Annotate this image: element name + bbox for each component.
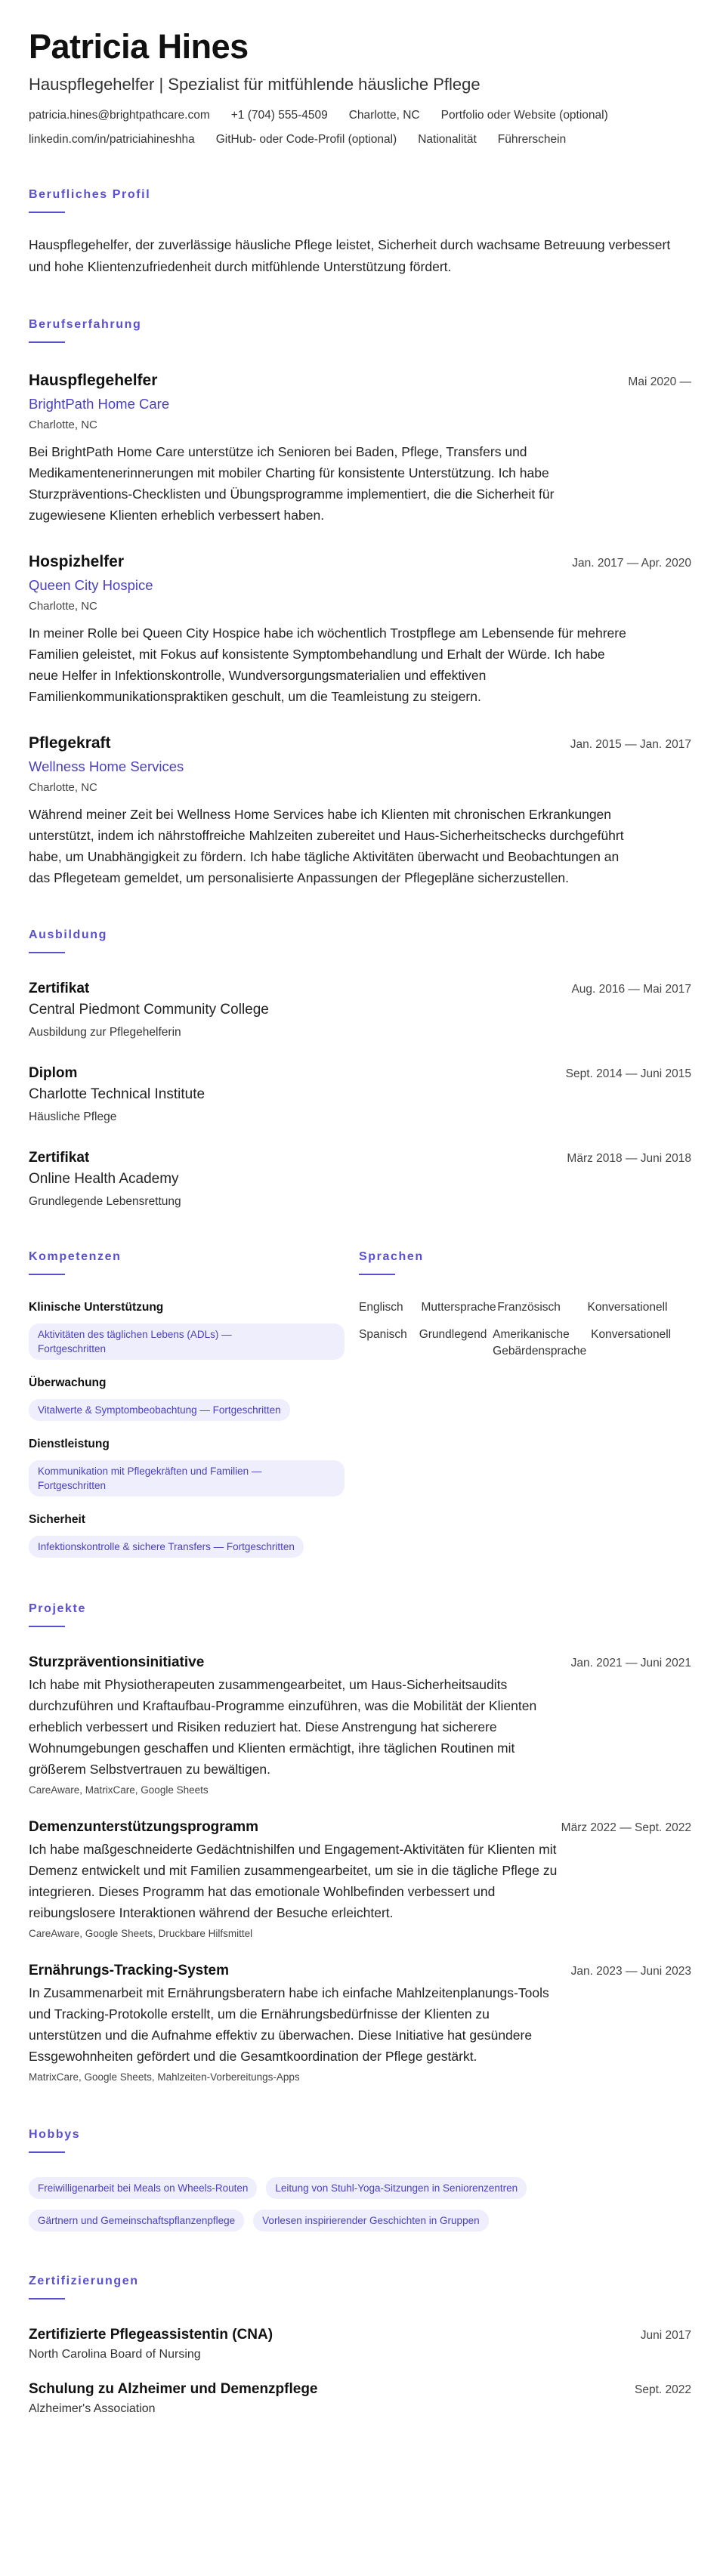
certification-issuer: Alzheimer's Association: [29, 2402, 156, 2415]
job-company[interactable]: BrightPath Home Care: [29, 396, 170, 412]
skill-pill-text: Vitalwerte & Symptombeobachtung — Fortgeschritten: [38, 1404, 281, 1416]
education-institution: Central Piedmont Community College: [29, 1002, 269, 1018]
skill-pill-text: Fortgeschritten: [38, 1343, 107, 1354]
hobby-list: [29, 2177, 678, 2232]
job-location: Charlotte, NC: [29, 419, 97, 431]
project-entry: [29, 1818, 691, 1941]
experience-entry: [29, 733, 691, 888]
language-name: Französisch: [497, 1301, 561, 1314]
job-location: Charlotte, NC: [29, 600, 97, 613]
certification-name: Zertifizierte Pflegeassistentin (CNA): [29, 2327, 273, 2343]
project-description: In Zusammenarbeit mit Ernährungsberatern habe ich einfache Mahlzeitenplanungs-Tools und Tracking-Protokolle erstellt, um die Ernährungsbedürfnisse der Klienten zu unterstützen und die Aufnahme effektiv zu überwachen. Diese Initiative hat gesündere Essgewohnheiten gefördert und die Gesamtkoordination der Pflege gestärkt.: [29, 1985, 549, 2064]
job-title: Hauspflegehelfer: [29, 372, 158, 389]
contact-linkedin[interactable]: linkedin.com/in/patriciahineshha: [29, 133, 195, 146]
section-divider: [29, 341, 65, 343]
skill-group: [29, 1375, 359, 1421]
language-name: Englisch: [359, 1301, 403, 1314]
section-title-certifications: Zertifizierungen: [29, 2275, 139, 2287]
education-entry: [29, 1064, 691, 1126]
education-dates: März 2018 — Juni 2018: [567, 1152, 691, 1165]
contact-github[interactable]: GitHub- oder Code-Profil (optional): [215, 133, 397, 146]
certification-entry: [29, 2380, 691, 2417]
job-title: Pflegekraft: [29, 734, 111, 752]
language-row: [359, 1327, 691, 1360]
hobby-pill: Freiwilligenarbeit bei Meals on Wheels-Routen: [29, 2177, 257, 2199]
job-dates: Jan. 2015 — Jan. 2017: [570, 738, 691, 751]
skill-pill: [29, 1536, 304, 1558]
job-dates: Mai 2020 —: [628, 375, 691, 388]
project-name: Sturzpräventionsinitiative: [29, 1654, 205, 1670]
certification-name: Schulung zu Alzheimer und Demenzpflege: [29, 2381, 318, 2397]
project-tools: CareAware, Google Sheets, Druckbare Hilfsmittel: [29, 1928, 253, 1939]
language-row: [359, 1299, 691, 1316]
job-title: Hospizhelfer: [29, 553, 125, 570]
section-divider: [359, 1274, 395, 1275]
hobbies-section: [29, 2127, 691, 2232]
project-dates: März 2022 — Sept. 2022: [561, 1821, 691, 1834]
education-degree: Zertifikat: [29, 981, 90, 996]
profile-section: [29, 187, 691, 278]
section-title-languages: Sprachen: [359, 1250, 424, 1263]
language-level: Muttersprache: [421, 1301, 496, 1314]
job-description: Bei BrightPath Home Care unterstütze ich Senioren bei Baden, Pflege, Transfers und Medikamentenerinnerungen mit mobiler Charting für konsistente Unterstützung. Ich habe Sturzpräventions-Checklisten und Übungsprogramme implementiert, die die Sicherheit für zugewiesene Klienten erheblich verbessert haben.: [29, 444, 555, 523]
skill-group: [29, 1299, 359, 1360]
project-entry: [29, 1653, 691, 1798]
project-name: Demenzunterstützungsprogramm: [29, 1819, 259, 1835]
education-institution: Charlotte Technical Institute: [29, 1086, 205, 1102]
job-dates: Jan. 2017 — Apr. 2020: [572, 557, 691, 570]
section-title-hobbies: Hobbys: [29, 2128, 81, 2141]
language-name: Spanisch: [359, 1328, 407, 1341]
skill-category: Sicherheit: [29, 1513, 85, 1526]
skills-section: [29, 1249, 359, 1558]
skill-pill: [29, 1324, 345, 1360]
hobby-pill: Gärtnern und Gemeinschaftspflanzenpflege: [29, 2210, 244, 2232]
education-dates: Sept. 2014 — Juni 2015: [565, 1067, 691, 1080]
project-dates: Jan. 2021 — Juni 2021: [570, 1657, 691, 1669]
language-level: Konversationell: [587, 1301, 668, 1314]
project-tools: CareAware, MatrixCare, Google Sheets: [29, 1784, 209, 1796]
project-name: Ernährungs-Tracking-System: [29, 1963, 230, 1978]
experience-section: [29, 317, 691, 888]
experience-entry: [29, 551, 691, 707]
certification-date: Juni 2017: [640, 2329, 691, 2342]
section-divider: [29, 1274, 65, 1275]
contact-nationality: Nationalität: [418, 133, 477, 146]
projects-section: [29, 1602, 691, 2085]
resume-header: [29, 27, 691, 148]
project-entry: [29, 1961, 691, 2085]
certification-entry: [29, 2325, 691, 2363]
contact-email[interactable]: patricia.hines@brightpathcare.com: [29, 109, 210, 122]
certifications-section: [29, 2274, 691, 2417]
section-title-profile: Berufliches Profil: [29, 188, 151, 201]
hobby-pill: Vorlesen inspirierender Geschichten in Gruppen: [253, 2210, 488, 2232]
certification-issuer: North Carolina Board of Nursing: [29, 2348, 201, 2361]
section-title-projects: Projekte: [29, 1602, 86, 1615]
section-divider: [29, 1626, 65, 1627]
languages-section: [359, 1249, 691, 1558]
language-level: Grundlegend: [419, 1328, 487, 1341]
education-institution: Online Health Academy: [29, 1171, 179, 1187]
skill-pill-text: Fortgeschritten: [38, 1480, 107, 1491]
education-entry: [29, 979, 691, 1041]
skill-pill-text: Infektionskontrolle & sichere Transfers — Fortgeschritten: [38, 1541, 295, 1552]
section-title-education: Ausbildung: [29, 928, 107, 941]
job-company[interactable]: Wellness Home Services: [29, 758, 184, 774]
section-divider: [29, 952, 65, 953]
contact-phone[interactable]: +1 (704) 555-4509: [230, 109, 328, 122]
language-name: Amerikanische Gebärdensprache: [493, 1328, 587, 1357]
education-degree: Zertifikat: [29, 1150, 90, 1166]
profile-summary: Hauspflegehelfer, der zuverlässige häusliche Pflege leistet, Sicherheit durch wachsame Betreuung verbessert und hohe Klientenzufriedenheit durch mitfühlende Unterstützung fördert.: [29, 237, 671, 274]
skill-category: Klinische Unterstützung: [29, 1301, 164, 1314]
section-title-skills: Kompetenzen: [29, 1250, 122, 1263]
project-description: Ich habe maßgeschneiderte Gedächtnishilfen und Engagement-Aktivitäten für Klienten mit Demenz entwickelt und mit Familien zusammengearbeitet, um sie in die tägliche Pflege zu integrieren. Dieses Programm hat das emotionale Wohlbefinden verbessert und reibungslosere Interaktionen während der Besuche erleichtert.: [29, 1842, 558, 1920]
education-dates: Aug. 2016 — Mai 2017: [571, 983, 691, 996]
job-location: Charlotte, NC: [29, 781, 97, 794]
skill-pill-text: Aktivitäten des täglichen Lebens (ADLs) —: [38, 1329, 232, 1340]
skill-group: [29, 1512, 359, 1558]
job-company[interactable]: Queen City Hospice: [29, 577, 153, 593]
candidate-headline: Hauspflegehelfer | Spezialist für mitfühlende häusliche Pflege: [29, 75, 481, 94]
section-title-experience: Berufserfahrung: [29, 318, 142, 331]
contact-location: Charlotte, NC: [348, 109, 420, 122]
education-entry: [29, 1148, 691, 1210]
contact-portfolio[interactable]: Portfolio oder Website (optional): [440, 109, 608, 122]
skills-languages-row: [29, 1249, 691, 1558]
section-divider: [29, 2298, 65, 2300]
project-description: Ich habe mit Physiotherapeuten zusammengearbeitet, um Haus-Sicherheitsaudits durchzuführen und Kraftaufbau-Programme einzuführen, was die Mobilität der Klienten erheblich verbessert und Risiken reduziert hat. Diese Anstrengung hat sicherere Wohnumgebungen geschaffen und Klienten ermächtigt, ihre täglichen Routinen mit größerem Selbstvertrauen zu bewältigen.: [29, 1677, 537, 1777]
certification-date: Sept. 2022: [635, 2383, 691, 2396]
section-divider: [29, 2151, 65, 2153]
language-level: Konversationell: [591, 1328, 672, 1341]
hobby-pill: Leitung von Stuhl-Yoga-Sitzungen in Seniorenzentren: [266, 2177, 527, 2199]
education-section: [29, 928, 691, 1210]
section-divider: [29, 212, 65, 213]
skill-pill-text: Kommunikation mit Pflegekräften und Familien —: [38, 1466, 262, 1477]
skill-pill: [29, 1460, 345, 1496]
experience-entry: [29, 370, 691, 526]
education-field: Häusliche Pflege: [29, 1110, 117, 1123]
skill-group: [29, 1436, 359, 1496]
project-dates: Jan. 2023 — Juni 2023: [570, 1965, 691, 1978]
skill-category: Überwachung: [29, 1376, 107, 1389]
project-tools: MatrixCare, Google Sheets, Mahlzeiten-Vorbereitungs-Apps: [29, 2071, 300, 2083]
education-field: Grundlegende Lebensrettung: [29, 1195, 181, 1208]
job-description: In meiner Rolle bei Queen City Hospice habe ich wöchentlich Trostpflege am Lebensende für mehrere Familien geleistet, mit Fokus auf konsistente Symptombehandlung und Erhalt der Würde. Ich habe neue Helfer in Infektionskontrolle, Wundversorgungsmaterialien und effektiven Familienkommunikationspraktiken geschult, um die Teamleistung zu steigern.: [29, 625, 626, 704]
education-degree: Diplom: [29, 1065, 78, 1081]
skill-pill: [29, 1399, 290, 1421]
education-field: Ausbildung zur Pflegehelferin: [29, 1026, 181, 1039]
contact-list: [29, 107, 678, 148]
job-description: Während meiner Zeit bei Wellness Home Services habe ich Klienten mit chronischen Erkrankungen unterstützt, indem ich nährstoffreiche Mahlzeiten zubereitet und Haus-Sicherheitschecks durchgeführt habe, um Unabhängigkeit zu fördern. Ich habe tägliche Aktivitäten überwacht und Beobachtungen an das Pflegeteam gemeldet, um personalisierte Anpassungen der Pflegepläne sicherzustellen.: [29, 807, 624, 885]
candidate-name: Patricia Hines: [29, 27, 249, 66]
contact-drivers-license: Führerschein: [497, 133, 567, 146]
skill-category: Dienstleistung: [29, 1438, 110, 1450]
